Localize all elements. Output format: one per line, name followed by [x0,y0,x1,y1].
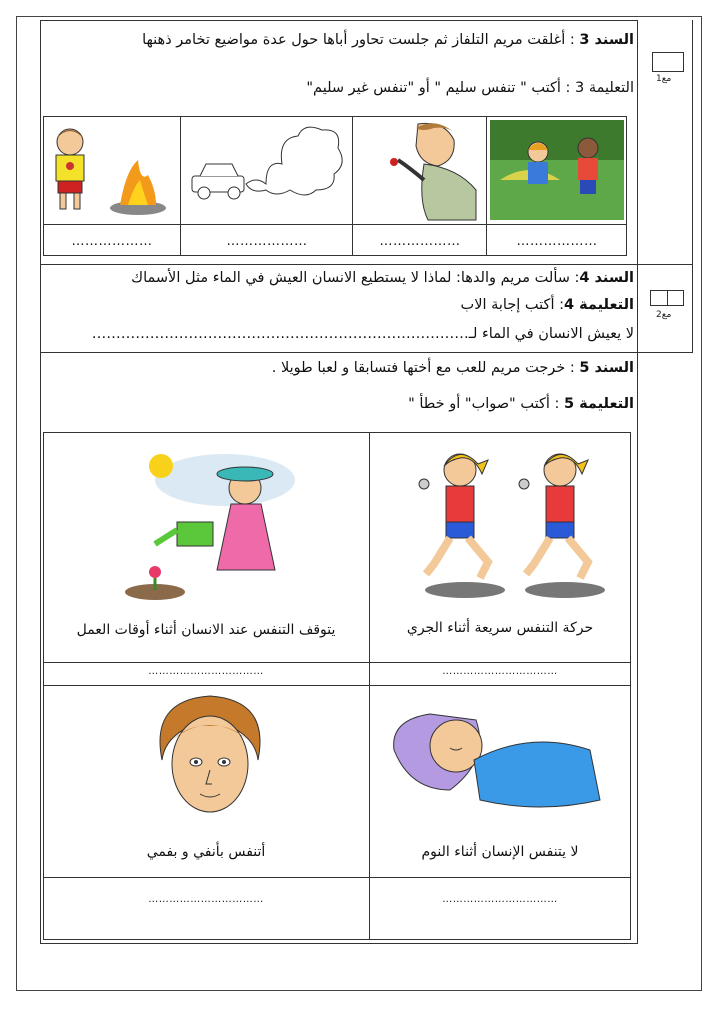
score-column-border [692,20,693,353]
girls-running-image [410,440,610,600]
boy-nose-image [358,120,482,220]
answer-line-2[interactable]: ……………… [226,234,308,249]
score-box-2-divider [667,290,668,306]
statement-3: لا يتنفس الإنسان أثناء النوم [421,844,579,860]
score-label-2: مع2 [656,310,672,320]
statement-4-answer[interactable]: …………………………… [148,894,264,905]
statement-1: حركة التنفس سريعة أثناء الجري [406,620,594,636]
instruction-4 [461,297,634,313]
section-divider-4-5 [40,352,692,353]
car-smoke-image [186,120,348,220]
strip-answer-divider [43,224,627,225]
statement-2-answer[interactable]: …………………………… [148,666,264,677]
sanad-5 [272,360,634,376]
sanad-3 [142,32,634,48]
section-divider-3-4 [40,264,692,265]
answer-4-prefix: لا يعيش الانسان في الماء لـ [468,326,634,342]
grid-row-divider [43,877,631,878]
answer-line-4[interactable]: ……………… [516,234,598,249]
statement-4: أتنفس بأنفي و بفمي [146,844,266,860]
grid-row-divider [43,685,631,686]
answer-line-3[interactable]: ……………… [379,234,461,249]
statement-3-answer[interactable]: …………………………… [442,894,558,905]
answer-4-dots[interactable]: …………………………………………………………………… [91,326,469,342]
grid-row-divider [43,662,631,663]
strip-divider [486,116,487,256]
statement-1-answer[interactable]: …………………………… [442,666,558,677]
instruction-4-text: : أكتب إجابة الاب [460,297,564,313]
sanad-5-text: : خرجت مريم للعب مع أختها فتسابقا و لعبا طويلا . [271,360,580,376]
strip-divider [352,116,353,256]
girl-watering-image [115,440,305,610]
score-label-1: مع1 [656,74,672,84]
answer-line-1[interactable]: ……………… [71,234,153,249]
sanad-4-label: السند 4 [579,270,634,286]
sleeping-baby-image [390,690,610,820]
boy-fire-image [48,120,176,220]
children-playing-image [490,120,624,220]
instruction-3: التعليمة 3 : أكتب " تنفس سليم " أو "تنفس غير سليم" [306,80,634,96]
strip-divider [180,116,181,256]
instruction-5-label: التعليمة 5 [563,396,634,412]
sanad-4-text: : سألت مريم والدها: لماذا لا يستطيع الانسان العيش في الماء مثل الأسماك [131,270,580,286]
sanad-3-label: السند 3 [579,32,634,48]
sanad-5-label: السند 5 [579,360,634,376]
score-box-1[interactable] [652,52,684,72]
statement-2: يتوقف التنفس عند الانسان أثناء أوقات العمل [76,622,336,638]
sanad-3-text: : أغلقت مريم التلفاز ثم جلست تحاور أباها حول عدة مواضيع تخامر ذهنها [142,32,580,48]
answer-4[interactable] [92,326,634,342]
instruction-5 [408,396,634,412]
sanad-4 [131,270,634,286]
boy-face-image [150,690,270,820]
instruction-5-text: : أكتب "صواب" أو خطأ " [408,396,564,412]
instruction-4-label: التعليمة 4 [563,297,634,313]
grid-vertical-divider [369,432,370,940]
